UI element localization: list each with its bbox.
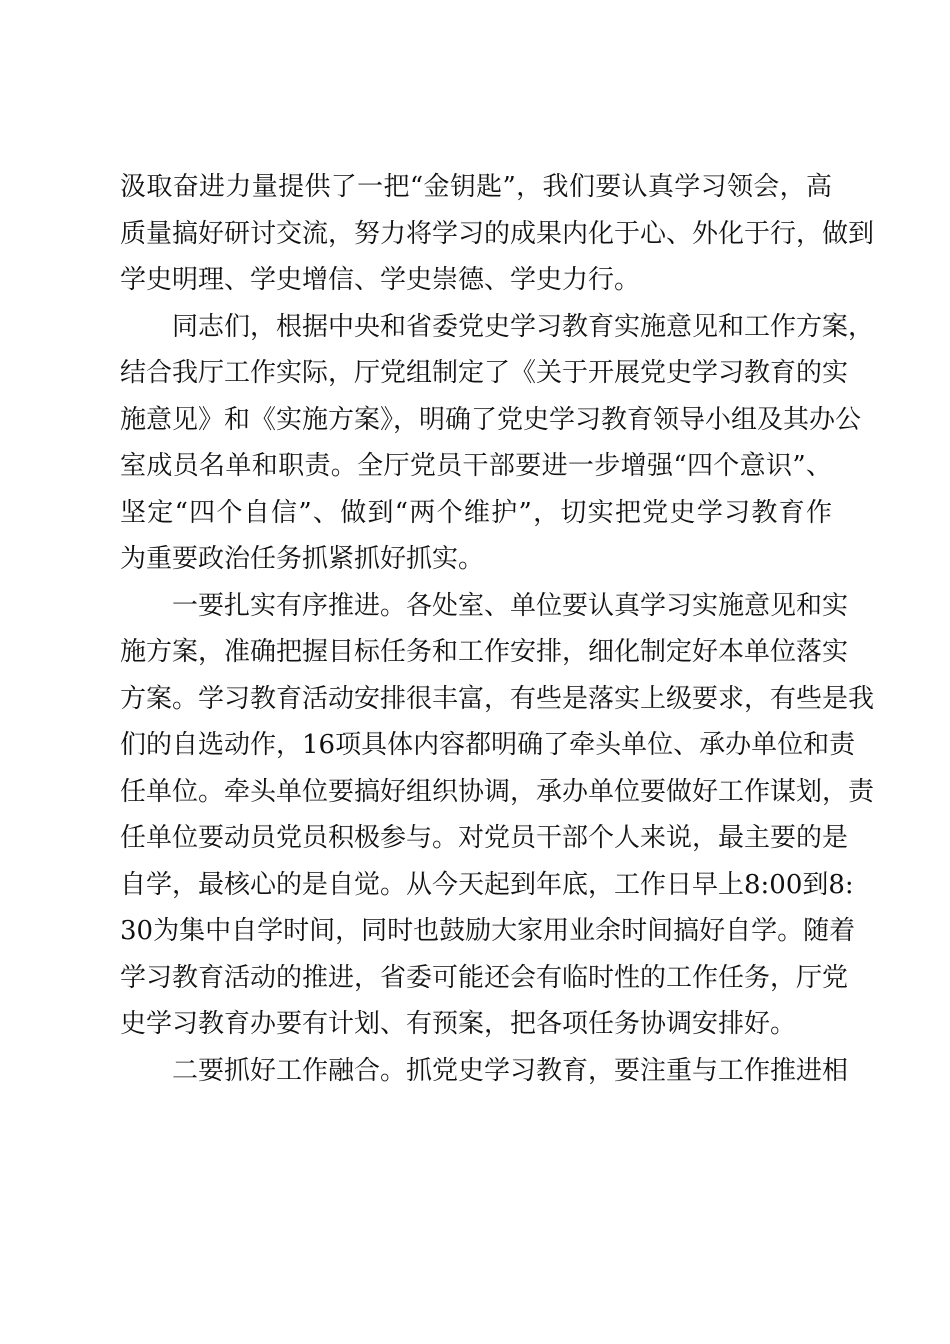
paragraph-1 xyxy=(120,164,875,304)
text-line: 任单位。牵头单位要搞好组织协调，承办单位要做好工作谋划，责 xyxy=(120,776,875,807)
text-line: 结合我厅工作实际，厅党组制定了《关于开展党史学习教育的实 xyxy=(120,358,849,388)
text-line: 质量搞好研讨交流，努力将学习的成果内化于心、外化于行，做到 xyxy=(120,218,875,249)
text-line: 施方案，准确把握目标任务和工作安排，细化制定好本单位落实 xyxy=(120,637,849,667)
text-line: 自学，最核心的是自觉。从今天起到年底，工作日早上8:00到8: xyxy=(120,869,854,900)
paragraph-4 xyxy=(120,1048,849,1095)
text-line: 方案。学习教育活动安排很丰富，有些是落实上级要求，有些是我 xyxy=(120,683,875,714)
text-line: 任单位要动员党员积极参与。对党员干部个人来说，最主要的是 xyxy=(120,823,849,853)
text-line: 汲取奋进力量提供了一把“金钥匙”，我们要认真学习领会，高 xyxy=(120,172,832,202)
paragraph-3 xyxy=(120,583,875,1048)
text-line: 学史明理、学史增信、学史崇德、学史力行。 xyxy=(120,265,641,295)
paragraph-2 xyxy=(120,304,875,583)
text-line: 同志们，根据中央和省委党史学习教育实施意见和工作方案， xyxy=(172,311,875,342)
text-line: 们的自选动作，16项具体内容都明确了牵头单位、承办单位和责 xyxy=(120,730,856,760)
document-page xyxy=(120,164,875,1094)
text-line: 坚定“四个自信”、做到“两个维护”，切实把党史学习教育作 xyxy=(120,497,832,528)
text-line: 学习教育活动的推进，省委可能还会有临时性的工作任务，厅党 xyxy=(120,962,849,993)
text-line: 室成员名单和职责。全厅党员干部要进一步增强“四个意识”、 xyxy=(120,451,832,481)
text-line: 史学习教育办要有计划、有预案，把各项任务协调安排好。 xyxy=(120,1009,797,1039)
text-line: 施意见》和《实施方案》，明确了党史学习教育领导小组及其办公 xyxy=(120,404,862,435)
text-line: 二要抓好工作融合。抓党史学习教育，要注重与工作推进相 xyxy=(172,1055,849,1086)
text-line: 30为集中自学时间，同时也鼓励大家用业余时间搞好自学。随着 xyxy=(120,916,856,946)
text-line: 一要扎实有序推进。各处室、单位要认真学习实施意见和实 xyxy=(172,590,849,621)
text-line: 为重要政治任务抓紧抓好抓实。 xyxy=(120,544,485,574)
